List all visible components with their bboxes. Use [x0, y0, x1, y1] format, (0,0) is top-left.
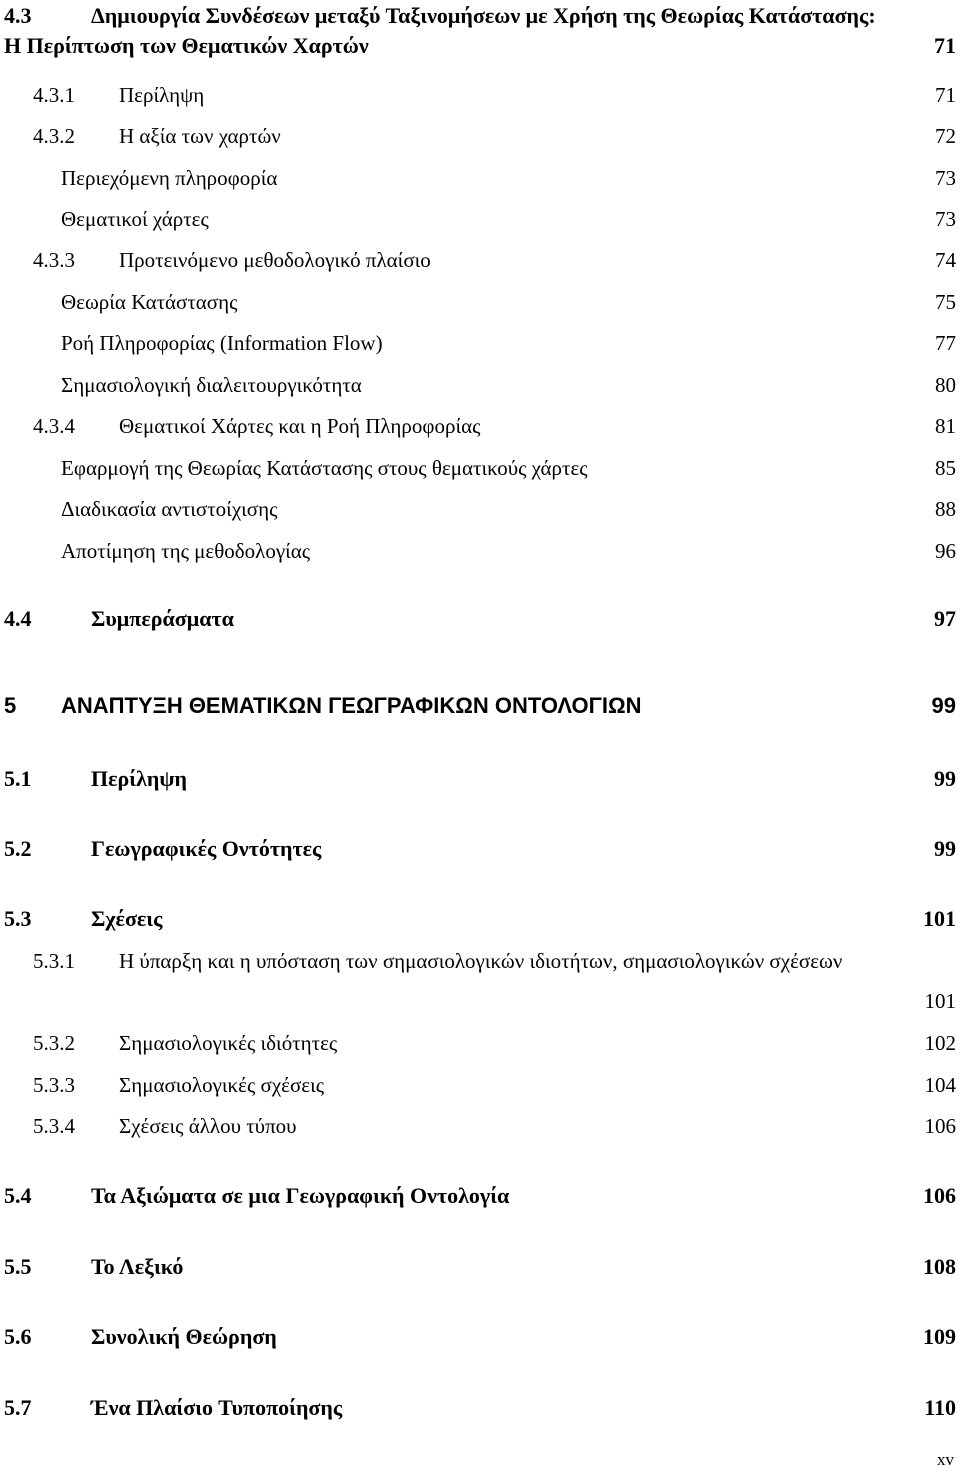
section-number: 5.1	[4, 766, 32, 791]
page-number: 99	[931, 693, 956, 718]
toc-subentry[interactable]	[0, 453, 956, 483]
entry-title: Σημασιολογική διαλειτουργικότητα	[61, 373, 362, 397]
entry-number: 4.3.1	[33, 83, 75, 107]
toc-entry-4-3-2[interactable]	[0, 121, 956, 151]
section-title: Σχέσεις	[91, 906, 163, 931]
page-number: 106	[924, 1114, 956, 1138]
page-number: 101	[924, 989, 956, 1013]
entry-title: Εφαρμογή της Θεωρίας Κατάστασης στους θεματικούς χάρτες	[61, 456, 588, 480]
page-number: 80	[935, 373, 956, 397]
page-number: 88	[935, 497, 956, 521]
section-title: Συνολική Θεώρηση	[91, 1324, 277, 1349]
entry-number: 5.3.2	[33, 1031, 75, 1055]
page-number: 74	[935, 248, 956, 272]
page-footer-numeral: xv	[937, 1450, 954, 1469]
entry-title: Σχέσεις άλλου τύπου	[119, 1114, 297, 1138]
section-title: Συμπεράσματα	[91, 606, 234, 631]
page-number: 73	[935, 166, 956, 190]
entry-number: 5.3.3	[33, 1073, 75, 1097]
page-number: 71	[935, 83, 956, 107]
page-number: 110	[924, 1395, 956, 1420]
toc-subentry[interactable]	[0, 163, 956, 193]
chapter-title: ΑΝΑΠΤΥΞΗ ΘΕΜΑΤΙΚΩΝ ΓΕΩΓΡΑΦΙΚΩΝ ΟΝΤΟΛΟΓΙΩΝ	[61, 693, 642, 718]
page-number: 102	[924, 1031, 956, 1055]
page-number: 85	[935, 456, 956, 480]
section-title: Περίληψη	[91, 766, 188, 791]
toc-section-5-3[interactable]	[0, 904, 956, 934]
entry-title: Περιεχόμενη πληροφορία	[61, 166, 278, 190]
page-number: 72	[935, 124, 956, 148]
entry-number: 5.3.1	[33, 949, 75, 973]
toc-entry-5-3-3[interactable]	[0, 1070, 956, 1100]
toc-chapter-5[interactable]	[0, 691, 956, 721]
entry-title: Περίληψη	[119, 83, 205, 107]
entry-title: Σημασιολογικές σχέσεις	[119, 1073, 325, 1097]
entry-number: 4.3.4	[33, 414, 75, 438]
section-number: 4.4	[4, 606, 32, 631]
section-number: 5.5	[4, 1254, 32, 1279]
toc-subentry[interactable]	[0, 328, 956, 358]
entry-number: 5.3.4	[33, 1114, 75, 1138]
entry-title: Σημασιολογικές ιδιότητες	[119, 1031, 338, 1055]
section-title: Ένα Πλαίσιο Τυποποίησης	[91, 1395, 343, 1420]
page-number: 73	[935, 207, 956, 231]
section-title: Τα Αξιώματα σε μια Γεωγραφική Οντολογία	[91, 1183, 510, 1208]
page-number: 109	[923, 1324, 956, 1349]
section-number: 5.6	[4, 1324, 32, 1349]
chapter-number: 5	[4, 693, 17, 718]
entry-title: Αποτίμηση της μεθοδολογίας	[61, 539, 311, 563]
entry-title: Θεματικοί Χάρτες και η Ροή Πληροφορίας	[119, 414, 481, 438]
section-number: 5.4	[4, 1183, 32, 1208]
toc-section-5-7[interactable]	[0, 1393, 956, 1423]
toc-subentry[interactable]	[0, 287, 956, 317]
entry-title: Η αξία των χαρτών	[119, 124, 281, 148]
section-number: 5.7	[4, 1395, 32, 1420]
section-title: Το Λεξικό	[91, 1254, 184, 1279]
entry-title: Θεωρία Κατάστασης	[61, 290, 238, 314]
page-number: 104	[924, 1073, 956, 1097]
toc-section-4-3[interactable]	[0, 1, 956, 61]
page-number: 101	[923, 906, 956, 931]
toc-section-5-1[interactable]	[0, 764, 956, 794]
section-number: 5.2	[4, 836, 32, 861]
section-number: 5.3	[4, 906, 32, 931]
section-title: Δημιουργία Συνδέσεων μεταξύ Ταξινομήσεων με Χρήση της Θεωρίας Κατάστασης:	[91, 3, 876, 28]
toc-subentry[interactable]	[0, 536, 956, 566]
entry-number: 4.3.2	[33, 124, 75, 148]
toc-entry-5-3-2[interactable]	[0, 1028, 956, 1058]
section-title-continued: Η Περίπτωση των Θεματικών Χαρτών	[4, 33, 369, 58]
page-number: 75	[935, 290, 956, 314]
entry-title: Θεματικοί χάρτες	[61, 207, 209, 231]
toc-subentry[interactable]	[0, 204, 956, 234]
toc-section-5-2[interactable]	[0, 834, 956, 864]
page-number: 77	[935, 331, 956, 355]
toc-section-5-5[interactable]	[0, 1252, 956, 1282]
page-number: 97	[934, 606, 956, 631]
page-number: 96	[935, 539, 956, 563]
entry-title: Διαδικασία αντιστοίχισης	[61, 497, 278, 521]
toc-section-5-6[interactable]	[0, 1322, 956, 1352]
entry-title: Ροή Πληροφορίας (Information Flow)	[61, 331, 383, 355]
entry-title: Προτεινόμενο μεθοδολογικό πλαίσιο	[119, 248, 431, 272]
page-number: 106	[923, 1183, 956, 1208]
toc-entry-5-3-1[interactable]	[0, 946, 956, 1016]
page-number: 99	[934, 836, 956, 861]
page-number: 81	[935, 414, 956, 438]
toc-subentry[interactable]	[0, 370, 956, 400]
section-title: Γεωγραφικές Οντότητες	[91, 836, 322, 861]
toc-entry-4-3-3[interactable]	[0, 245, 956, 275]
page-number: 99	[934, 766, 956, 791]
toc-entry-4-3-1[interactable]	[0, 80, 956, 110]
toc-subentry[interactable]	[0, 494, 956, 524]
entry-number: 4.3.3	[33, 248, 75, 272]
toc-section-5-4[interactable]	[0, 1181, 956, 1211]
entry-title: Η ύπαρξη και η υπόσταση των σημασιολογικών ιδιοτήτων, σημασιολογικών σχέσεων	[119, 949, 843, 973]
page-number: 71	[934, 33, 956, 58]
section-number: 4.3	[4, 3, 32, 28]
toc-entry-5-3-4[interactable]	[0, 1111, 956, 1141]
toc-section-4-4[interactable]	[0, 604, 956, 634]
page-number: 108	[923, 1254, 956, 1279]
toc-entry-4-3-4[interactable]	[0, 411, 956, 441]
